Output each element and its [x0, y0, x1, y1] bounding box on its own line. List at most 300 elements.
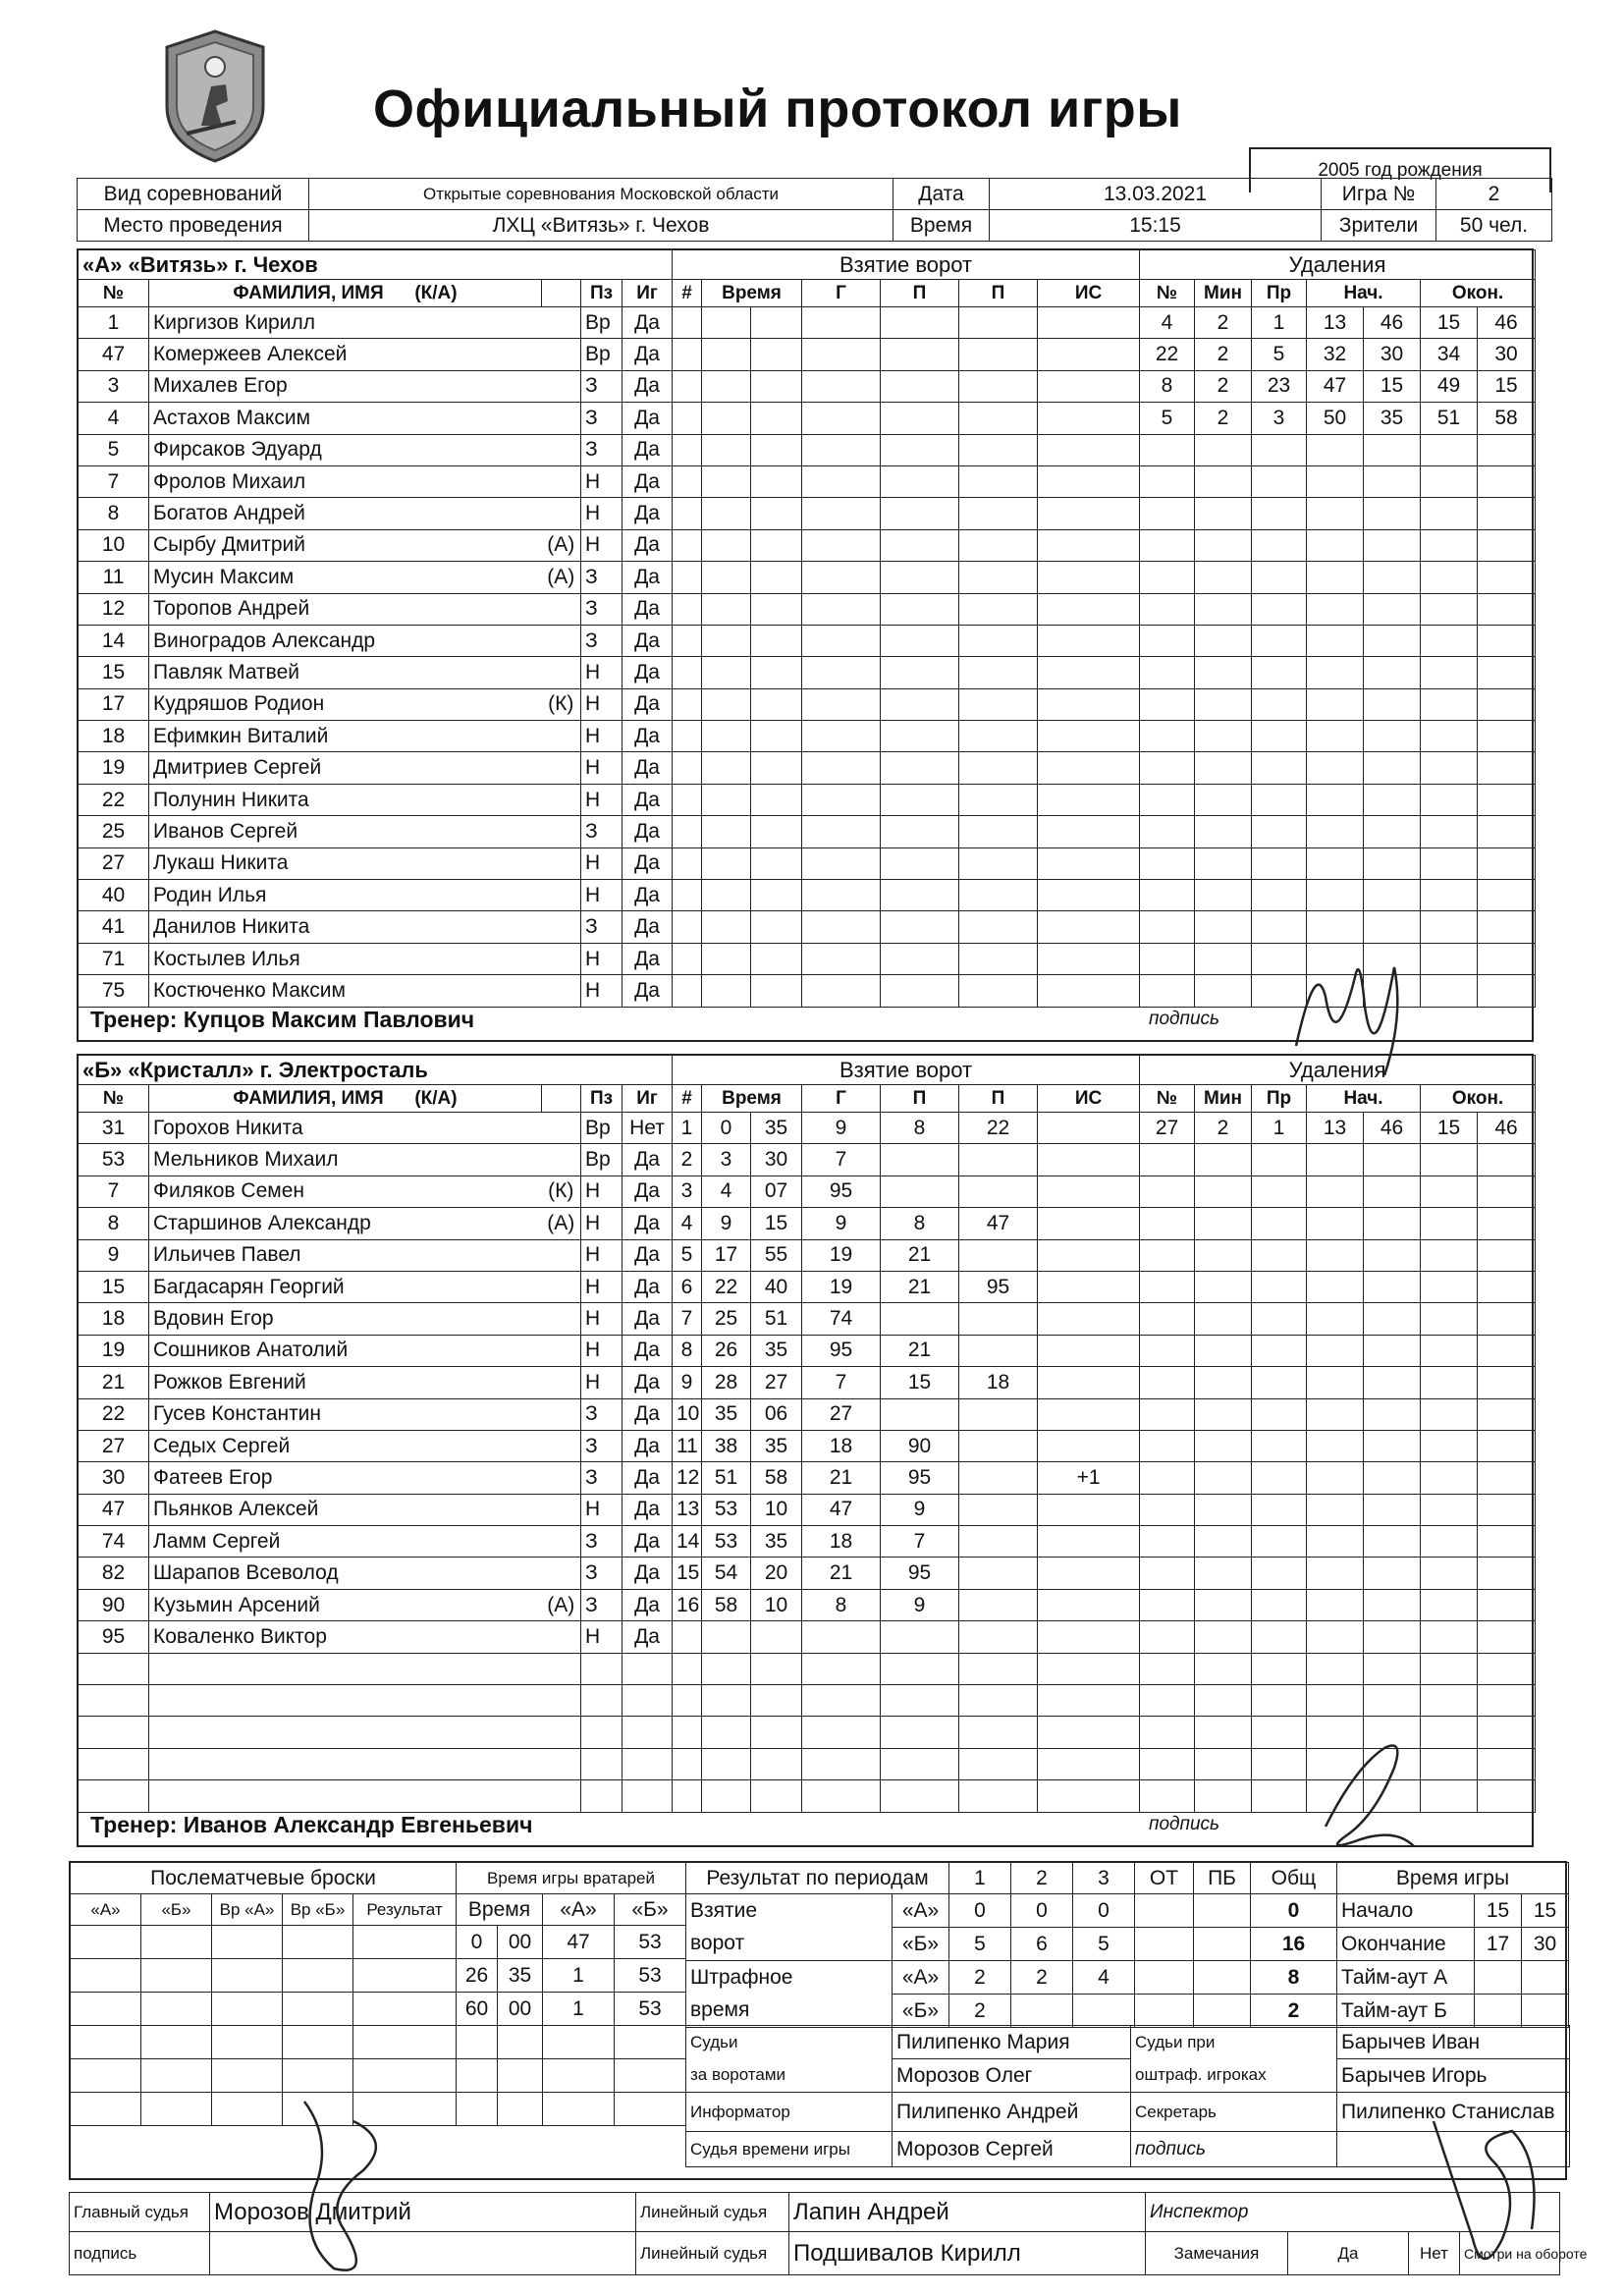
- penalty-start-min: [1307, 752, 1364, 784]
- player-played: Да: [623, 911, 673, 943]
- goal-assist-1: [881, 1303, 959, 1335]
- goal-situation: [1038, 1780, 1140, 1812]
- penalty-player: 5: [1140, 403, 1195, 434]
- goal-minute: 58: [702, 1589, 751, 1620]
- penalty-row: [1140, 1558, 1536, 1589]
- goal-second: 27: [751, 1367, 802, 1398]
- goal-assist-1: [881, 593, 959, 625]
- game-time-table: Время игры Начало 15 15 Окончание 17 30 Тайм-аут А Тайм-аут Б: [1336, 1862, 1569, 2028]
- penalty-player: [1140, 465, 1195, 497]
- goal-assist-2: [959, 1239, 1038, 1271]
- player-role: [542, 370, 581, 402]
- player-role: [542, 1621, 581, 1653]
- player-name: Михалев Егор: [149, 370, 542, 402]
- goal-minute: 54: [702, 1558, 751, 1589]
- goal-row: [673, 721, 1140, 752]
- goal-scorer: 95: [802, 1335, 881, 1366]
- player-position: Н: [581, 784, 623, 815]
- player-role: [542, 403, 581, 434]
- penalty-minutes: [1195, 625, 1252, 656]
- player-number: 8: [79, 498, 149, 529]
- roster-row: [79, 1717, 673, 1748]
- roster-row: [79, 1780, 673, 1812]
- penalty-row: [1140, 688, 1536, 720]
- penalty-reason: [1252, 529, 1307, 561]
- goal-row: [673, 1653, 1140, 1684]
- team-a-roster: [78, 249, 673, 1008]
- venue-label: Место проведения: [78, 210, 309, 242]
- penalty-reason: [1252, 1430, 1307, 1461]
- penalty-end-sec: [1478, 784, 1536, 815]
- penalty-reason: [1252, 625, 1307, 656]
- goal-minute: 17: [702, 1239, 751, 1271]
- player-role: (А): [542, 529, 581, 561]
- penalty-end-sec: [1478, 1558, 1536, 1589]
- birth-year: 2005 год рождения: [1249, 147, 1551, 192]
- penalty-end-sec: 30: [1478, 339, 1536, 370]
- goal-assist-1: [881, 562, 959, 593]
- penalty-minutes: [1195, 1494, 1252, 1525]
- goalie-b: 53: [615, 1993, 686, 2026]
- penalty-reason: 23: [1252, 370, 1307, 402]
- goal-scorer: 18: [802, 1430, 881, 1461]
- goal-situation: [1038, 1526, 1140, 1558]
- penalty-minutes: [1195, 1653, 1252, 1684]
- roster-row: [79, 1175, 673, 1207]
- goal-assist-1: [881, 1748, 959, 1779]
- player-name: Фатеев Егор: [149, 1462, 542, 1494]
- goal-assist-2: [959, 370, 1038, 402]
- goal-minute: [702, 1685, 751, 1717]
- penalty-end-sec: [1478, 943, 1536, 974]
- player-name: Лукаш Никита: [149, 847, 542, 879]
- penalty-minutes: 2: [1195, 403, 1252, 434]
- goal-number: [673, 1717, 702, 1748]
- goal-row: [673, 625, 1140, 656]
- goal-situation: [1038, 1271, 1140, 1302]
- penalty-start-min: [1307, 1367, 1364, 1398]
- goalie-a: 1: [543, 1959, 615, 1993]
- goal-second: [751, 721, 802, 752]
- player-number: 21: [79, 1367, 149, 1398]
- penalty-player: [1140, 1239, 1195, 1271]
- game-time-title: Время игры: [1337, 1863, 1569, 1894]
- team-a-coach: Тренер: Купцов Максим Павлович: [90, 1007, 475, 1032]
- penalty-row: [1140, 403, 1536, 434]
- goal-minute: [702, 403, 751, 434]
- penalty-end-min: [1421, 1239, 1478, 1271]
- player-number: 9: [79, 1239, 149, 1271]
- penalty-minutes: [1195, 943, 1252, 974]
- penalty-end-min: [1421, 1303, 1478, 1335]
- penalty-row: [1140, 1271, 1536, 1302]
- player-position: Н: [581, 1175, 623, 1207]
- goal-assist-2: [959, 1685, 1038, 1717]
- goal-scorer: 27: [802, 1398, 881, 1430]
- team-a-sign-label: подпись: [1149, 1009, 1220, 1029]
- player-played: Да: [623, 434, 673, 465]
- goal-scorer: [802, 529, 881, 561]
- roster-row: [79, 529, 673, 561]
- penalty-minutes: [1195, 688, 1252, 720]
- player-position: Н: [581, 529, 623, 561]
- goal-minute: 25: [702, 1303, 751, 1335]
- goal-situation: [1038, 1398, 1140, 1430]
- goal-assist-1: [881, 465, 959, 497]
- goal-number: [673, 465, 702, 497]
- team-a-goals-title: Взятие ворот: [673, 250, 1140, 280]
- col-pos: Пз: [581, 280, 623, 307]
- league-emblem: [157, 27, 273, 165]
- player-played: Да: [623, 1239, 673, 1271]
- goal-assist-1: 90: [881, 1430, 959, 1461]
- penalty-start-min: [1307, 1175, 1364, 1207]
- goal-assist-2: [959, 1303, 1038, 1335]
- roster-row: [79, 1430, 673, 1461]
- penalty-start-sec: [1364, 1494, 1421, 1525]
- penalty-reason: [1252, 593, 1307, 625]
- penalty-end-sec: 15: [1478, 370, 1536, 402]
- col-num: №: [79, 280, 149, 307]
- goal-situation: [1038, 339, 1140, 370]
- penalty-player: [1140, 975, 1195, 1007]
- penalty-start-min: [1307, 529, 1364, 561]
- penalty-start-sec: [1364, 1558, 1421, 1589]
- penalty-reason: [1252, 784, 1307, 815]
- goal-second: [751, 816, 802, 847]
- goal-situation: [1038, 721, 1140, 752]
- penalty-end-sec: [1478, 721, 1536, 752]
- player-name: Киргизов Кирилл: [149, 307, 542, 339]
- goal-situation: [1038, 1335, 1140, 1366]
- goal-scorer: [802, 847, 881, 879]
- player-role: [542, 1558, 581, 1589]
- player-number: 15: [79, 657, 149, 688]
- penalty-reason: [1252, 1175, 1307, 1207]
- goal-assist-2: [959, 1494, 1038, 1525]
- penalty-end-sec: 46: [1478, 307, 1536, 339]
- penalty-player: [1140, 434, 1195, 465]
- goal-scorer: 19: [802, 1239, 881, 1271]
- goal-scorer: 18: [802, 1526, 881, 1558]
- player-role: [542, 1748, 581, 1779]
- goal-assist-1: [881, 847, 959, 879]
- penalty-start-sec: [1364, 1335, 1421, 1366]
- goal-number: [673, 784, 702, 815]
- goal-number: [673, 434, 702, 465]
- goal-assist-2: [959, 339, 1038, 370]
- goal-number: [673, 529, 702, 561]
- player-name: Гусев Константин: [149, 1398, 542, 1430]
- player-played: Да: [623, 370, 673, 402]
- goal-situation: [1038, 1653, 1140, 1684]
- goal-assist-2: [959, 625, 1038, 656]
- goal-minute: 51: [702, 1462, 751, 1494]
- goal-scorer: 8: [802, 1589, 881, 1620]
- penalty-start-min: [1307, 498, 1364, 529]
- goalie-time-min: 0: [457, 1926, 498, 1959]
- goal-second: [751, 370, 802, 402]
- goal-assist-2: 18: [959, 1367, 1038, 1398]
- penalty-start-min: [1307, 1239, 1364, 1271]
- goal-assist-1: [881, 403, 959, 434]
- penalty-end-sec: [1478, 1589, 1536, 1620]
- goalie-a: 47: [543, 1926, 615, 1959]
- penalty-minutes: [1195, 911, 1252, 943]
- player-position: З: [581, 816, 623, 847]
- penalty-row: [1140, 1748, 1536, 1779]
- goal-assist-2: 95: [959, 1271, 1038, 1302]
- goal-assist-1: [881, 943, 959, 974]
- team-a-goals: Взятие ворот # Время Г П П ИС: [672, 249, 1140, 1008]
- goal-number: [673, 1653, 702, 1684]
- roster-row: [79, 1621, 673, 1653]
- team-a-penalties-title: Удаления: [1140, 250, 1536, 280]
- player-position: З: [581, 403, 623, 434]
- goal-scorer: 21: [802, 1558, 881, 1589]
- goal-assist-2: [959, 1717, 1038, 1748]
- penalty-player: [1140, 529, 1195, 561]
- date-value: 13.03.2021: [990, 179, 1322, 210]
- player-position: Н: [581, 1335, 623, 1366]
- penalty-end-min: [1421, 1175, 1478, 1207]
- goal-scorer: [802, 562, 881, 593]
- penalty-reason: [1252, 562, 1307, 593]
- goal-minute: [702, 370, 751, 402]
- penalty-end-min: 15: [1421, 307, 1478, 339]
- penalty-row: [1140, 1653, 1536, 1684]
- goal-minute: [702, 1780, 751, 1812]
- penalty-player: [1140, 625, 1195, 656]
- penalty-end-min: [1421, 721, 1478, 752]
- player-position: Н: [581, 688, 623, 720]
- goal-assist-1: [881, 657, 959, 688]
- player-position: [581, 1748, 623, 1779]
- penalty-minutes: [1195, 498, 1252, 529]
- goal-assist-2: [959, 498, 1038, 529]
- col-play: Иг: [623, 280, 673, 307]
- goal-assist-2: [959, 403, 1038, 434]
- penalty-minutes: [1195, 1144, 1252, 1175]
- roster-row: [79, 911, 673, 943]
- player-role: [542, 1780, 581, 1812]
- goal-minute: 3: [702, 1144, 751, 1175]
- goal-situation: [1038, 752, 1140, 784]
- player-name: Павляк Матвей: [149, 657, 542, 688]
- goal-number: [673, 307, 702, 339]
- goal-number: 11: [673, 1430, 702, 1461]
- player-role: [542, 1367, 581, 1398]
- penalty-end-min: [1421, 1430, 1478, 1461]
- player-role: [542, 307, 581, 339]
- penalty-minutes: [1195, 847, 1252, 879]
- goal-number: 2: [673, 1144, 702, 1175]
- goal-second: 20: [751, 1558, 802, 1589]
- penalty-minutes: [1195, 975, 1252, 1007]
- goal-situation: [1038, 1748, 1140, 1779]
- penalty-player: [1140, 816, 1195, 847]
- penalty-start-sec: [1364, 911, 1421, 943]
- goal-situation: [1038, 1367, 1140, 1398]
- penalty-start-min: [1307, 784, 1364, 815]
- penalty-end-min: [1421, 784, 1478, 815]
- goal-row: [673, 1558, 1140, 1589]
- penalty-end-sec: [1478, 911, 1536, 943]
- goal-assist-1: [881, 1175, 959, 1207]
- penalty-start-min: [1307, 975, 1364, 1007]
- goal-number: 5: [673, 1239, 702, 1271]
- goal-scorer: [802, 434, 881, 465]
- penalty-row: [1140, 1335, 1536, 1366]
- player-role: [542, 784, 581, 815]
- goal-scorer: [802, 1748, 881, 1779]
- goal-second: 07: [751, 1175, 802, 1207]
- player-played: Да: [623, 625, 673, 656]
- goal-number: 14: [673, 1526, 702, 1558]
- penalty-minutes: [1195, 465, 1252, 497]
- goal-assist-2: [959, 593, 1038, 625]
- player-role: (А): [542, 1208, 581, 1239]
- goal-assist-1: 15: [881, 1367, 959, 1398]
- penalty-player: [1140, 1526, 1195, 1558]
- player-played: Да: [623, 816, 673, 847]
- player-name: Ламм Сергей: [149, 1526, 542, 1558]
- goal-situation: [1038, 1558, 1140, 1589]
- penalty-end-sec: [1478, 1144, 1536, 1175]
- penalty-start-min: 32: [1307, 339, 1364, 370]
- player-position: Вр: [581, 1144, 623, 1175]
- goal-assist-2: [959, 434, 1038, 465]
- player-number: 1: [79, 307, 149, 339]
- goal-assist-1: [881, 721, 959, 752]
- player-played: Да: [623, 1271, 673, 1302]
- penalty-start-min: [1307, 1780, 1364, 1812]
- player-played: [623, 1717, 673, 1748]
- player-position: Н: [581, 975, 623, 1007]
- player-number: 27: [79, 1430, 149, 1461]
- player-number: 18: [79, 721, 149, 752]
- goal-minute: 28: [702, 1367, 751, 1398]
- goal-second: 35: [751, 1526, 802, 1558]
- player-name: Костылев Илья: [149, 943, 542, 974]
- player-number: [79, 1748, 149, 1779]
- player-name: Иванов Сергей: [149, 816, 542, 847]
- goal-scorer: [802, 1717, 881, 1748]
- player-number: 47: [79, 339, 149, 370]
- penalty-reason: [1252, 1685, 1307, 1717]
- penalty-start-sec: 30: [1364, 339, 1421, 370]
- penalty-minutes: [1195, 816, 1252, 847]
- goal-scorer: [802, 625, 881, 656]
- goal-situation: [1038, 816, 1140, 847]
- goal-assist-1: [881, 498, 959, 529]
- player-played: Да: [623, 688, 673, 720]
- player-name: Полунин Никита: [149, 784, 542, 815]
- player-name: Кузьмин Арсений: [149, 1589, 542, 1620]
- goal-number: 13: [673, 1494, 702, 1525]
- player-role: [542, 1335, 581, 1366]
- player-played: Да: [623, 529, 673, 561]
- penalty-row: [1140, 1144, 1536, 1175]
- goal-assist-2: [959, 688, 1038, 720]
- penalty-minutes: [1195, 1685, 1252, 1717]
- player-number: 31: [79, 1113, 149, 1144]
- penalty-row: [1140, 370, 1536, 402]
- goal-assist-2: [959, 1526, 1038, 1558]
- penalty-start-sec: [1364, 1367, 1421, 1398]
- player-name: Седых Сергей: [149, 1430, 542, 1461]
- goal-assist-1: [881, 339, 959, 370]
- player-role: [542, 721, 581, 752]
- date-label: Дата: [893, 179, 990, 210]
- goal-second: [751, 307, 802, 339]
- goal-assist-1: [881, 688, 959, 720]
- player-number: 75: [79, 975, 149, 1007]
- goal-minute: [702, 943, 751, 974]
- penalty-start-sec: [1364, 465, 1421, 497]
- player-role: [542, 498, 581, 529]
- player-role: [542, 593, 581, 625]
- goal-assist-2: [959, 816, 1038, 847]
- penalty-start-min: [1307, 1335, 1364, 1366]
- penalty-row: [1140, 1239, 1536, 1271]
- goal-assist-2: [959, 784, 1038, 815]
- goal-second: [751, 498, 802, 529]
- player-name: Мельников Михаил: [149, 1144, 542, 1175]
- goal-assist-1: [881, 911, 959, 943]
- penalty-end-sec: [1478, 1621, 1536, 1653]
- goal-row: [673, 1685, 1140, 1717]
- goal-scorer: [802, 307, 881, 339]
- penalty-end-sec: [1478, 1462, 1536, 1494]
- player-position: Н: [581, 1271, 623, 1302]
- penalty-end-min: [1421, 465, 1478, 497]
- penalty-end-sec: [1478, 593, 1536, 625]
- goal-row: [673, 1144, 1140, 1175]
- goal-assist-2: [959, 1653, 1038, 1684]
- goal-situation: [1038, 975, 1140, 1007]
- penalty-reason: [1252, 657, 1307, 688]
- penalty-minutes: [1195, 1462, 1252, 1494]
- penalty-end-min: [1421, 1335, 1478, 1366]
- roster-row: [79, 370, 673, 402]
- goalie-time-row: [457, 1926, 686, 1959]
- penalty-end-sec: [1478, 752, 1536, 784]
- penalty-end-min: [1421, 752, 1478, 784]
- penalty-player: [1140, 1494, 1195, 1525]
- goal-minute: [702, 562, 751, 593]
- penalty-start-min: [1307, 1430, 1364, 1461]
- penalty-start-sec: [1364, 943, 1421, 974]
- roster-row: [79, 403, 673, 434]
- goal-assist-1: [881, 307, 959, 339]
- penalty-minutes: [1195, 529, 1252, 561]
- penalty-reason: [1252, 1494, 1307, 1525]
- penalty-row: [1140, 752, 1536, 784]
- penalty-start-min: [1307, 1589, 1364, 1620]
- team-b-goals-title: Взятие ворот: [673, 1056, 1140, 1085]
- goal-number: [673, 943, 702, 974]
- penalty-player: [1140, 1398, 1195, 1430]
- player-name: Фирсаков Эдуард: [149, 434, 542, 465]
- goal-row: [673, 529, 1140, 561]
- player-played: Да: [623, 721, 673, 752]
- goal-scorer: [802, 688, 881, 720]
- penalty-start-sec: [1364, 498, 1421, 529]
- player-role: [542, 847, 581, 879]
- penalty-end-min: 49: [1421, 370, 1478, 402]
- player-name: Мусин Максим: [149, 562, 542, 593]
